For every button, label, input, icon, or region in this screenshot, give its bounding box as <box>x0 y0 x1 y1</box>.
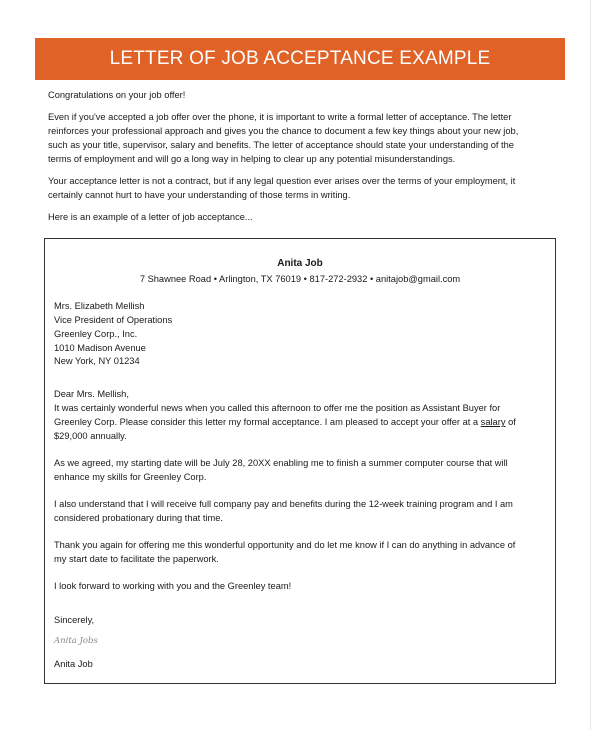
sender-name: Anita Job <box>277 258 323 269</box>
recipient-line: Greenley Corp., Inc. <box>54 329 138 339</box>
signature: Anita Jobs <box>54 636 98 646</box>
letter-paragraph-2-line: enhance my skills for Greenley Corp. <box>54 472 207 482</box>
title-banner: LETTER OF JOB ACCEPTANCE EXAMPLE <box>35 38 565 80</box>
letter-paragraph-3-line: I also understand that I will receive full company pay and benefits during the 12-week training program and I am <box>54 499 513 509</box>
letter-paragraph-5: I look forward to working with you and the Greenley team! <box>54 581 292 591</box>
intro-paragraph-1-line: Even if you've accepted a job offer over the phone, it is important to write a formal letter of acceptance. The letter <box>48 112 512 122</box>
recipient-line: Vice President of Operations <box>54 315 173 325</box>
intro-paragraph-2-line: certainly cannot hurt to have your understanding of those terms in writing. <box>48 190 351 200</box>
salary-link[interactable]: salary <box>480 417 506 427</box>
intro-paragraph-3: Here is an example of a letter of job acceptance... <box>48 212 253 222</box>
letter-paragraph-3-line: considered probationary during that time. <box>54 513 223 523</box>
letter-paragraph-1-line <box>54 415 516 429</box>
letter-text: Greenley Corp. Please consider this letter my formal acceptance. I am pleased to accept your offer at a <box>54 417 481 427</box>
letter-paragraph-1-line: It was certainly wonderful news when you called this afternoon to offer me the position as Assistant Buyer for <box>54 403 501 413</box>
recipient-line: 1010 Madison Avenue <box>54 343 146 353</box>
intro-greeting: Congratulations on your job offer! <box>48 90 186 100</box>
recipient-line: Mrs. Elizabeth Mellish <box>54 301 145 311</box>
letter-paragraph-4-line: my start date to facilitate the paperwork. <box>54 554 219 564</box>
intro-paragraph-2-line: Your acceptance letter is not a contract, but if any legal question ever arises over the terms of your employment, it <box>48 176 516 186</box>
letter-paragraph-4-line: Thank you again for offering me this wonderful opportunity and do let me know if I can do anything in advance of <box>54 540 516 550</box>
sender-contact: 7 Shawnee Road • Arlington, TX 76019 • 817-272-2932 • anitajob@gmail.com <box>139 274 461 284</box>
salutation: Dear Mrs. Mellish, <box>54 389 129 399</box>
closing: Sincerely, <box>54 615 95 625</box>
signed-name: Anita Job <box>54 659 93 669</box>
recipient-line: New York, NY 01234 <box>54 356 140 366</box>
intro-paragraph-1-line: such as your title, supervisor, salary and benefits. The letter of acceptance should state your understanding of the <box>48 140 514 150</box>
letter-text: of <box>505 417 516 427</box>
intro-paragraph-1-line: reinforces your professional approach and gives you the chance to document a few key things about your new job, <box>48 126 519 136</box>
example-letter-box <box>44 238 556 684</box>
letter-paragraph-1-line: $29,000 annually. <box>54 431 127 441</box>
page-edge-divider <box>590 0 591 730</box>
letter-paragraph-2-line: As we agreed, my starting date will be July 28, 20XX enabling me to finish a summer computer course that will <box>54 458 508 468</box>
intro-paragraph-1-line: terms of employment and will go a long way in helping to clear up any potential misunderstandings. <box>48 154 456 164</box>
